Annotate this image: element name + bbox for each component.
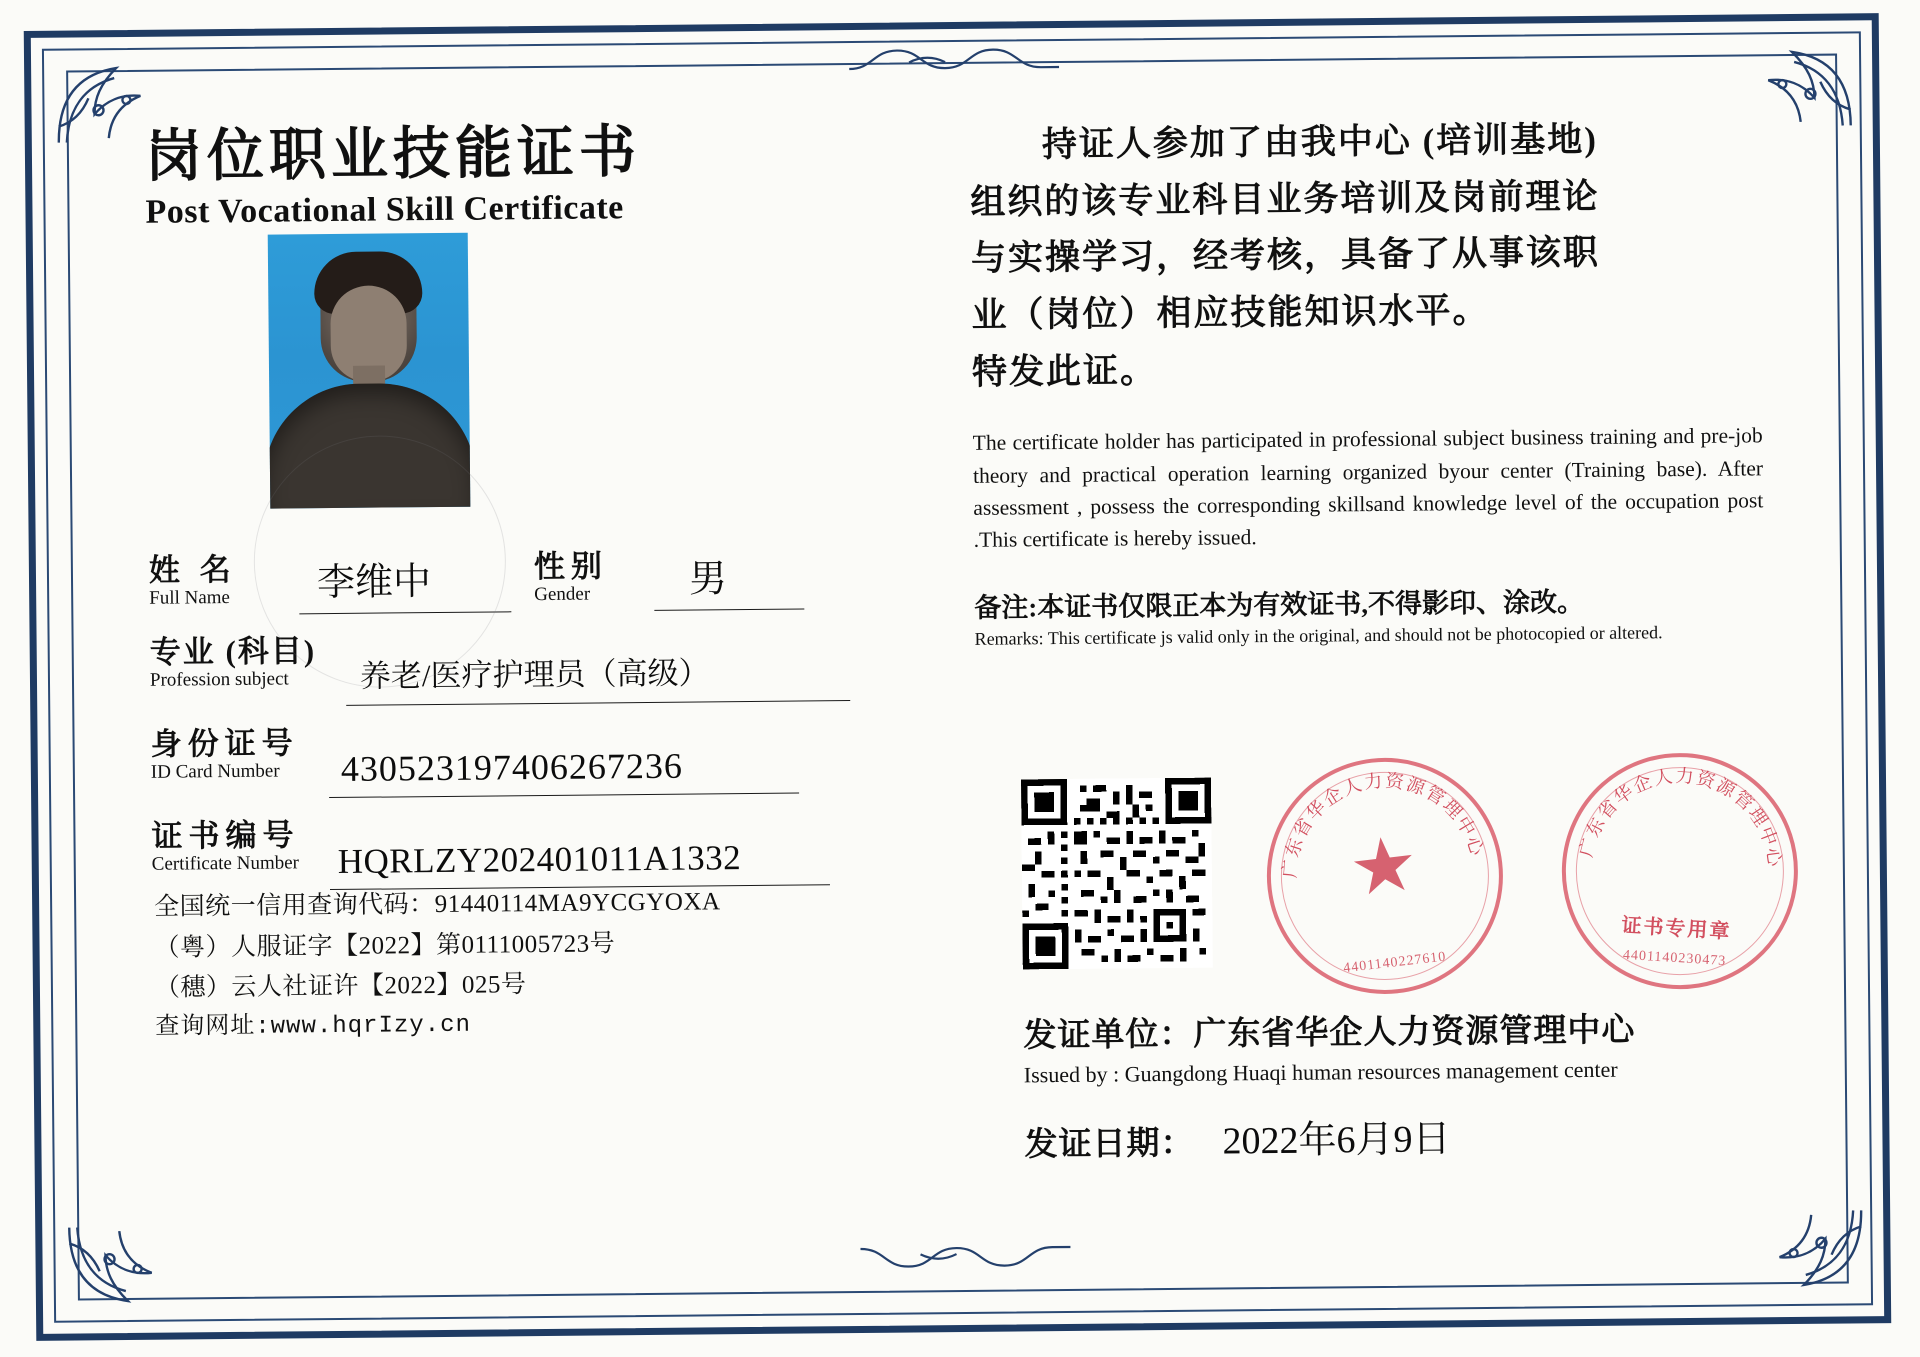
qr-code [1021,778,1213,970]
label-certificate-number: 证书编号 Certificate Number [151,817,300,875]
body-cn-line-5: 特发此证。 [971,350,1158,392]
value-gender: 男 [688,558,728,601]
field-row-profession [149,623,890,722]
official-seal-left [1254,745,1515,1006]
issue-date-block [1024,1104,1804,1166]
remark-cn: 备注:本证书仅限正本为有效证书,不得影印、涂改。 [974,587,1585,624]
edge-ornament-top [849,41,1059,77]
right-column [970,110,1765,650]
seal-star-icon: ★ [1345,821,1423,913]
underline-profession [346,700,850,706]
seal-code-left: 4401140227610 [1342,949,1448,977]
body-cn-line-4: 业（岗位）相应技能知识水平。 [971,290,1490,335]
corner-ornament-bottom-left [65,1222,186,1309]
body-text-cn [970,110,1763,401]
issue-date-value: 2022年6月9日 [1222,1118,1451,1163]
label-full-name: 姓 名 Full Name [148,551,237,609]
scan-watermark [253,434,507,688]
note-license-yue: （粤）人服证字【2022】第0111005723号 [154,929,616,962]
body-text-en: The certificate holder has participated in professional subject business training and pre-job theory and practical operation learning organized byour center (Training base). After assessment , possess the corresponding skillsand knowledge level of the occupation post .This certificate is hereby issued. [972,423,1764,553]
note-query-url: 查询网址:www.hqrIzy.cn [155,1011,472,1042]
seal-bottom-label-right: 证书专用章 [1620,914,1732,944]
official-seal-right [1555,746,1805,996]
field-row-id-card [150,715,891,814]
seal-code-right: 4401140230473 [1622,947,1727,970]
value-profession: 养老/医疗护理员（高级） [359,655,710,694]
issuer-block [1023,1002,1804,1088]
label-profession: 专业 (科目) Profession subject [149,633,317,691]
svg-text:广东省华企人力资源管理中心: 广东省华企人力资源管理中心 [1279,770,1488,879]
body-cn-line-2: 组织的该专业科目业务培训及岗前理论 [970,176,1600,222]
remark-en: Remarks: This certificate js valid only in the original, and should not be photocopied or altered. [974,622,1663,650]
body-cn-line-3: 与实操学习，经考核，具备了从事该职 [970,233,1601,279]
note-license-sui: （穗）云人社证许【2022】025号 [154,971,527,1002]
corner-ornament-bottom-right [1745,1206,1866,1293]
left-column [144,121,886,1042]
svg-text:广东省华企人力资源管理中心: 广东省华企人力资源管理中心 [1575,765,1786,870]
edge-ornament-bottom [860,1239,1070,1275]
issuer-line-cn [1023,1002,1803,1056]
value-certificate-number: HQRLZY202401011A1332 [337,838,742,881]
issuer-label-cn: 发证单位： [1023,1016,1194,1055]
issuer-line-en: Issued by : Guangdong Huaqi human resources management center [1023,1056,1618,1088]
label-gender: 性别 Gender [533,548,609,606]
value-full-name: 李维中 [316,561,432,605]
certificate-title-cn: 岗位职业技能证书 [144,121,642,189]
body-cn-line-1: 持证人参加了由我中心 (培训基地) [1041,119,1599,165]
label-id-card: 身份证号 ID Card Number [150,725,299,783]
issuer-value-cn: 广东省华企人力资源管理中心 [1193,1012,1636,1053]
note-credit-code: 全国统一信用查询代码：91440114MA9YCGYOXA [154,888,721,921]
underline-gender [654,608,804,610]
underline-id-card [329,793,799,799]
issue-date-label: 发证日期： [1024,1125,1195,1164]
certificate-title-en: Post Vocational Skill Certificate [145,189,624,231]
value-id-card: 430523197406267236 [340,745,684,789]
notes-block [154,881,876,1048]
